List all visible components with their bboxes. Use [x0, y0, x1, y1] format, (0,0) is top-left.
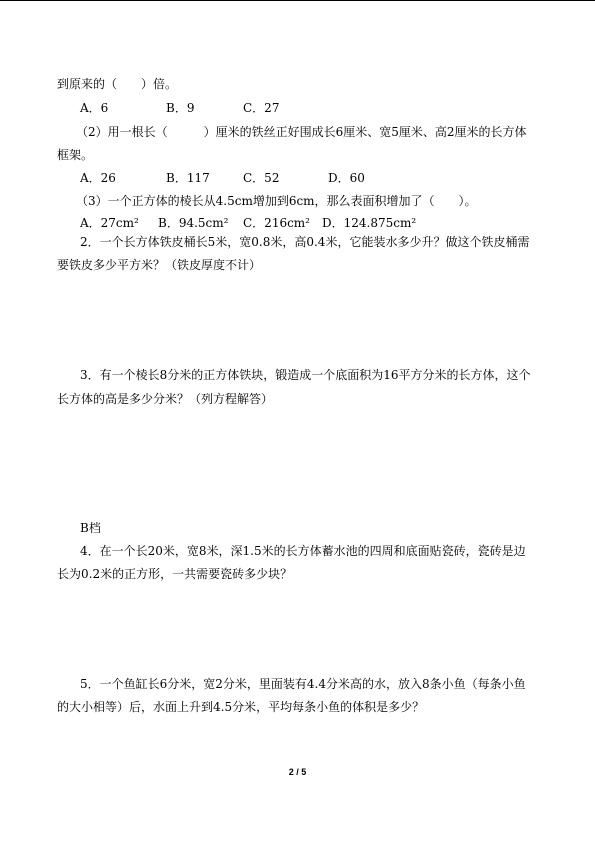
q3-option-a: A．27cm² [80, 216, 139, 230]
problem-3-line1: 3．有一个棱长8分米的正方体铁块，锻造成一个底面积为16平方分米的长方体，这个 [80, 368, 531, 382]
q2-option-a: A．26 [80, 171, 116, 185]
q1-option-c: C．27 [243, 101, 280, 115]
q3-option-c: C．216cm² [243, 216, 310, 230]
header-rule [0, 0, 595, 1]
problem-4-line1: 4．在一个长20米，宽8米，深1.5米的长方体蓄水池的四周和底面贴瓷砖，瓷砖是边 [80, 544, 526, 558]
q2-line1: （2）用一根长（ ）厘米的铁丝正好围成长6厘米、宽5厘米、高2厘米的长方体 [76, 125, 527, 139]
q3-line: （3）一个正方体的棱长从4.5cm增加到6cm，那么表面积增加了（ ）。 [76, 194, 477, 208]
problem-5-line1: 5．一个鱼缸长6分米，宽2分米，里面装有4.4分米高的水，放入8条小鱼（每条小鱼 [80, 677, 526, 691]
q2-line2: 框架。 [57, 148, 94, 162]
page-number: 2 / 5 [288, 767, 307, 777]
q2-option-c: C．52 [243, 171, 280, 185]
problem-4-line2: 长为0.2米的正方形，一共需要瓷砖多少块？ [57, 567, 293, 581]
problem-2-line2: 要铁皮多少平方米？（铁皮厚度不计） [57, 258, 262, 272]
q1-option-b: B．9 [166, 101, 195, 115]
q2-option-b: B．117 [166, 171, 210, 185]
problem-5-line2: 的大小相等）后，水面上升到4.5分米，平均每条小鱼的体积是多少？ [57, 700, 425, 714]
q1-option-a: A．6 [80, 101, 109, 115]
q2-option-d: D．60 [328, 171, 365, 185]
q3-option-b: B．94.5cm² [158, 216, 229, 230]
q3-option-d: D．124.875cm² [322, 216, 417, 230]
section-b-label: B档 [80, 521, 101, 535]
q1-tail: 到原来的（ ）倍。 [57, 77, 178, 91]
problem-3-line2: 长方体的高是多少分米？（列方程解答） [57, 392, 274, 406]
problem-2-line1: 2．一个长方体铁皮桶长5米，宽0.8米，高0.4米，它能装水多少升？做这个铁皮桶需 [80, 235, 530, 249]
